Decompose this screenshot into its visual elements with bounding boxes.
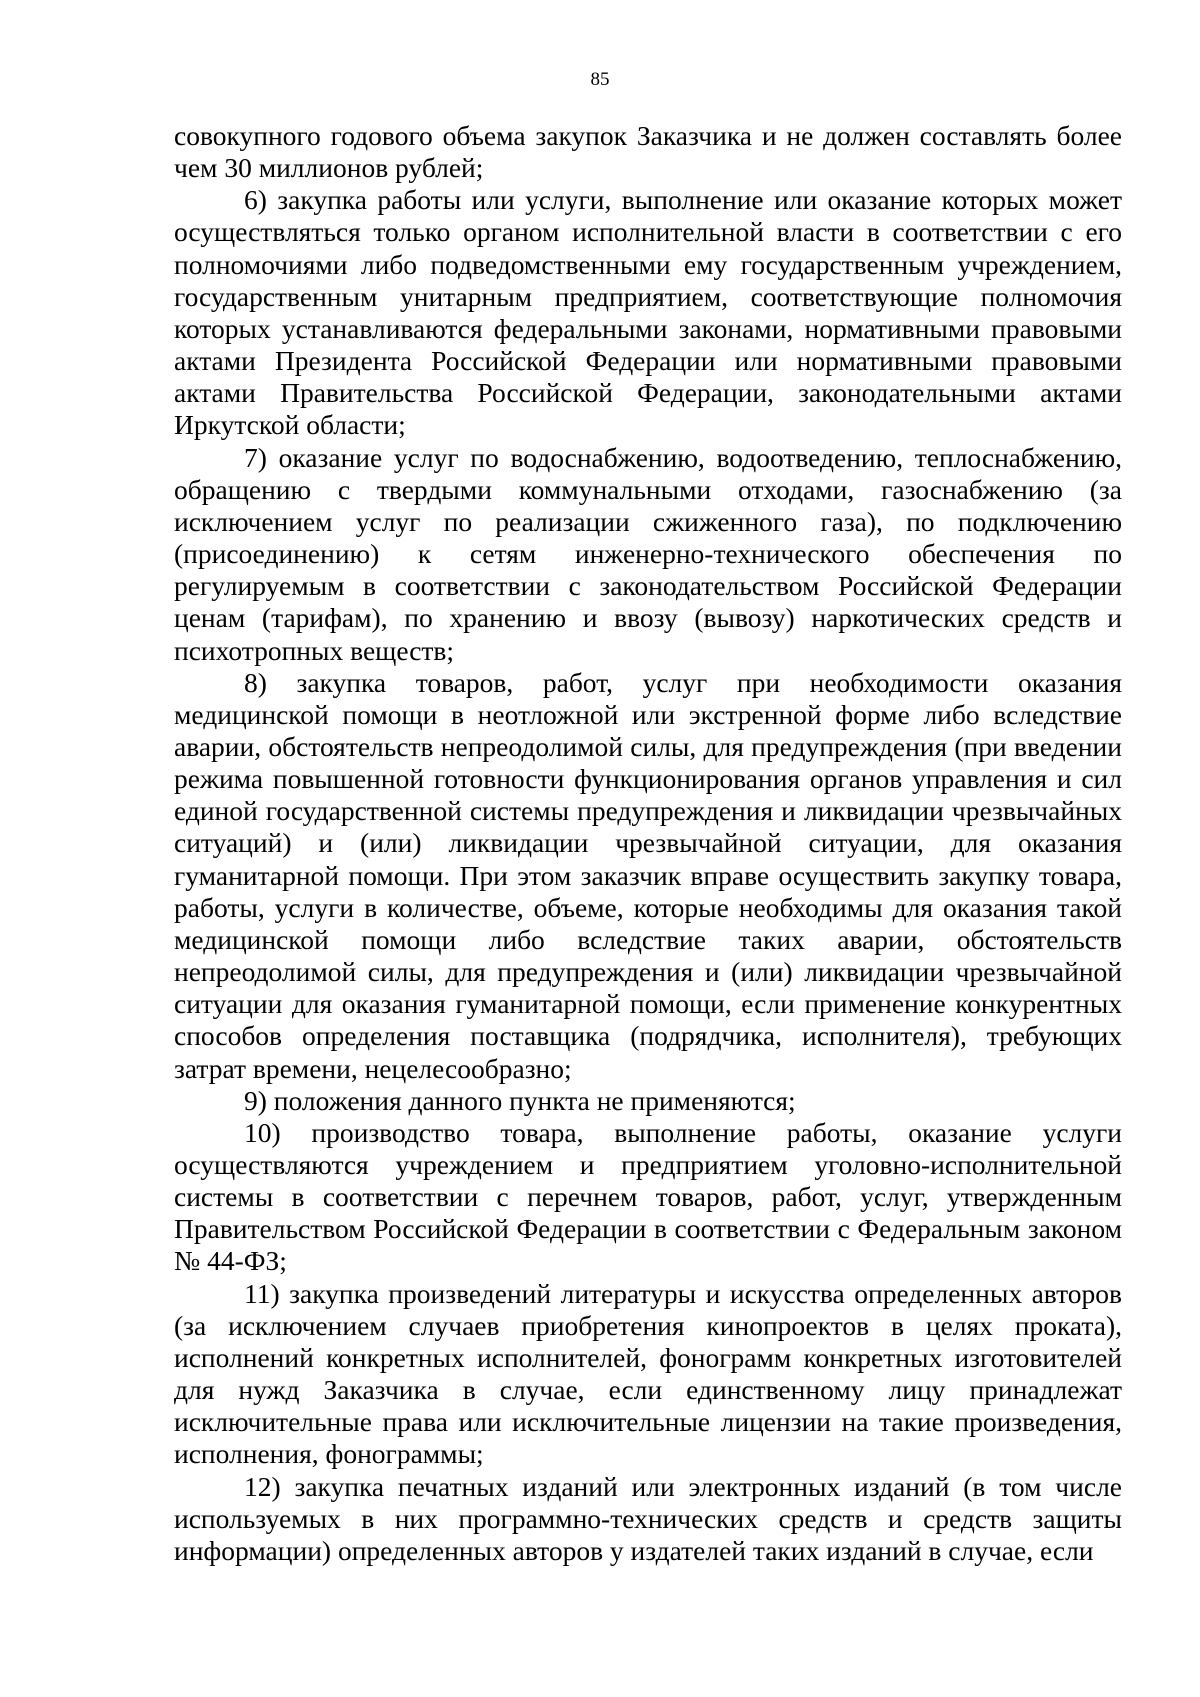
paragraph-item-6: 6) закупка работы или услуги, выполнение или оказание которых может осуществляться только органом исполнительной власти в соответствии с его полномочиями либо подведомственными ему государственным учреждением, государственным унитарным предприятием, соответствующие полномочия которых устанавливаются федеральными законами, нормативными правовыми актами Президента Российской Федерации или нормативными правовыми актами Правительства Российской Федерации, законодательными актами Иркутской области;: [174, 184, 1122, 441]
paragraph-item-12: 12) закупка печатных изданий или электронных изданий (в том числе используемых в них программно-технических средств и средств защиты информации) определенных авторов у издателей таких изданий в случае, если: [174, 1470, 1122, 1566]
paragraph-item-11: 11) закупка произведений литературы и искусства определенных авторов (за исключением случаев приобретения кинопроектов в целях проката), исполнений конкретных исполнителей, фонограмм конкретных изготовителей для нужд Заказчика в случае, если единственному лицу принадлежат исключительные права или исключительные лицензии на такие произведения, исполнения, фонограммы;: [174, 1277, 1122, 1470]
document-body: [174, 120, 1122, 1567]
paragraph-item-9: 9) положения данного пункта не применяются;: [244, 1084, 796, 1116]
page-number: 85: [590, 69, 610, 90]
paragraph-item-8: 8) закупка товаров, работ, услуг при необходимости оказания медицинской помощи в неотложной или экстренной форме либо вследствие аварии, обстоятельств непреодолимой силы, для предупреждения (при введении режима повышенной готовности функционирования органов управления и сил единой государственной системы предупреждения и ликвидации чрезвычайных ситуаций) и (или) ликвидации чрезвычайной ситуации, для оказания гуманитарной помощи. При этом заказчик вправе осуществить закупку товара, работы, услуги в количестве, объеме, которые необходимы для оказания такой медицинской помощи либо вследствие таких аварии, обстоятельств непреодолимой силы, для предупреждения и (или) ликвидации чрезвычайной ситуации для оказания гуманитарной помощи, если применение конкурентных способов определения поставщика (подрядчика, исполнителя), требующих затрат времени, нецелесообразно;: [174, 666, 1122, 1084]
paragraph-continuation: совокупного годового объема закупок Заказчика и не должен составлять более чем 30 миллионов рублей;: [174, 120, 1122, 184]
paragraph-item-10: 10) производство товара, выполнение работы, оказание услуги осуществляются учреждением и предприятием уголовно-исполнительной системы в соответствии с перечнем товаров, работ, услуг, утвержденным Правительством Российской Федерации в соответствии с Федеральным законом № 44-ФЗ;: [174, 1116, 1122, 1277]
paragraph-item-7: 7) оказание услуг по водоснабжению, водоотведению, теплоснабжению, обращению с твердыми коммунальными отходами, газоснабжению (за исключением услуг по реализации сжиженного газа), по подключению (присоединению) к сетям инженерно-технического обеспечения по регулируемым в соответствии с законодательством Российской Федерации ценам (тарифам), по хранению и ввозу (вывозу) наркотических средств и психотропных веществ;: [174, 441, 1122, 666]
